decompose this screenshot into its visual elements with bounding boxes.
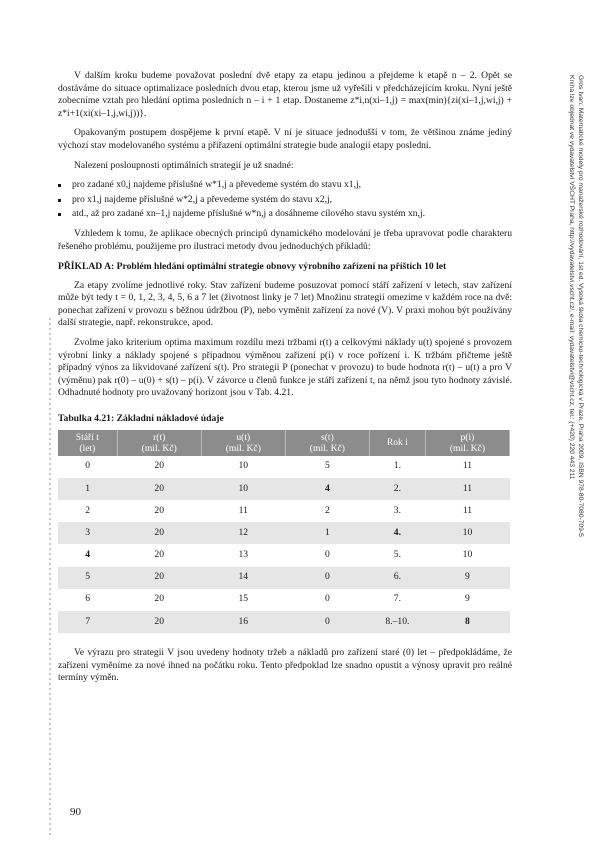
- table-row: [58, 522, 510, 544]
- example-margin-bar: [49, 318, 51, 838]
- table-cell: 20: [117, 522, 201, 544]
- paragraph-2: Opakovaným postupem dospějeme k první etapě. V ní je situace jednodušší v tom, že většinou známe jediný výchozí stav modelovaného systému a přiřazení optimální strategie bude analogií etapy poslední.: [58, 127, 512, 151]
- table-cell: 2: [285, 500, 369, 522]
- list-item: pro zadané x0,j najdeme příslušné w*1,j a převedeme systém do stavu x1,j,: [58, 179, 512, 192]
- table-cell: 11: [201, 500, 285, 522]
- table-cell: 1: [285, 522, 369, 544]
- header-salvage: s(t) (mil. Kč): [285, 430, 369, 456]
- table-row: [58, 611, 510, 633]
- list-item: pro x1,j najdeme příslušné w*2,j a převedeme systém do stavu x2,j,: [58, 194, 512, 207]
- table-cell: 8: [425, 611, 509, 633]
- side-citation-line-2: Kniha lze objednat ve vydavatelství VŠCHT Praha, http://vydavatelstvi.vscht.cz/, e-mail: vydavatelstvi@vscht.cz, tel.: (+420) 220 443 211: [568, 75, 576, 480]
- list-item: atd., až pro zadané xn–1,j najdeme příslušné w*n,j a dosáhneme cílového stavu systém xn,j.: [58, 208, 512, 221]
- table-row: [58, 567, 510, 589]
- header-purchase: p(i) (mil. Kč): [425, 430, 509, 456]
- table-cell: 13: [201, 544, 285, 566]
- table-cell: 0: [285, 589, 369, 611]
- table-cell: 6: [58, 589, 117, 611]
- table-cell: 20: [117, 611, 201, 633]
- table-cell: 4: [58, 544, 117, 566]
- table-cell: 1.: [369, 456, 425, 478]
- table-cell: 0: [58, 456, 117, 478]
- example-paragraph-2: Zvolme jako kriterium optima maximum rozdílu mezi tržbami r(t) a celkovými náklady u(t) spojené s provozem výrobní linky a náklady spojené s případnou výměnou zařízení p(i) v roce pořízení i. K tržbám přičteme ještě případný výnos za likvidované zařízení s(t). Pro strategii P (ponechat v provozu) to bude hodnota r(t) – u(t) a pro V (výměnu) pak r(0) – u(0) + s(t) – p(i). V závorce u členů funkce je stáří zařízení t, na němž jsou tyto hodnoty závislé. Odhadnuté hodnoty pro uvažovaný horizont jsou v Tab. 4.21.: [58, 337, 512, 399]
- table-cell: 11: [425, 500, 509, 522]
- table-cell: 15: [201, 589, 285, 611]
- paragraph-4: Vzhledem k tomu, že aplikace obecných principů dynamického modelování je třeba upravovat podle charakteru řešeného problému, použijeme pro ilustraci metody dvou jednoduchých příkladů:: [58, 227, 512, 252]
- table-cell: 16: [201, 611, 285, 633]
- table-cell: 10: [425, 522, 509, 544]
- table-row: [58, 544, 510, 566]
- table-cell: 2: [58, 500, 117, 522]
- table-cell: 10: [425, 544, 509, 566]
- table-row: [58, 589, 510, 611]
- page-content: [58, 70, 512, 692]
- table-cell: 20: [117, 456, 201, 478]
- table-header-row: [58, 430, 510, 456]
- table-cell: 10: [201, 456, 285, 478]
- table-cell: 11: [425, 478, 509, 500]
- table-cell: 4: [285, 478, 369, 500]
- table-cell: 20: [117, 478, 201, 500]
- table-cell: 20: [117, 500, 201, 522]
- side-citation-line-1: Gros Ivan: Matematické modely pro manažerské rozhodování, 1st ed. Vysoká škola chemicko-technologická v Praze, Praha 2009, ISBN 978-80-7080-709-5: [577, 75, 584, 537]
- table-cell: 12: [201, 522, 285, 544]
- table-cell: 20: [117, 567, 201, 589]
- table-cell: 0: [285, 567, 369, 589]
- table-cell: 4.: [369, 522, 425, 544]
- example-title: PŘÍKLAD A: Problém hledání optimální strategie obnovy výrobního zařízení na příštích 10 let: [58, 261, 447, 273]
- strategy-list: [58, 179, 512, 221]
- paragraph-1: V dalším kroku budeme považovat poslední dvě etapy za etapu jedinou a přejdeme k etapě n – 2. Opět se dostáváme do situace optimalizace posledních dvou etap, kterou jsme už vyřešili v předcházejícím kroku. Nyní ještě zobecníme vztah pro hledání optima posledních n – i + 1 etap. Dostaneme z*i,n(xi–1,j) = max(min){zi(xi–1,j,wi,j) + z*i+1(xi(xi–1,j,wi,j))}.: [58, 70, 512, 119]
- table-cell: 9: [425, 589, 509, 611]
- table-cell: 3.: [369, 500, 425, 522]
- table-row: [58, 478, 510, 500]
- table-cell: 3: [58, 522, 117, 544]
- table-cell: 8.–10.: [369, 611, 425, 633]
- header-age: Stáří t (let): [58, 430, 117, 456]
- table-cell: 5: [285, 456, 369, 478]
- table-cell: 20: [117, 589, 201, 611]
- table-title: Tabulka 4.21: Základní nákladové údaje: [58, 412, 224, 424]
- header-year: Rok i: [369, 430, 425, 456]
- table-cell: 14: [201, 567, 285, 589]
- header-revenue: r(t) (mil. Kč): [117, 430, 201, 456]
- paragraph-3: Nalezení posloupnosti optimálních strategií je už snadné:: [74, 159, 294, 171]
- table-row: [58, 456, 510, 478]
- example-paragraph-1: Za etapy zvolíme jednotlivé roky. Stav zařízení budeme posuzovat pomocí stáří zařízení v letech, stav zařízení může být tedy t = 0, 1, 2, 3, 4, 5, 6 a 7 let (životnost linky je 7 let) Množinu strategií omezíme v každém roce na dvě: ponechat zařízení v provozu s běžnou údržbou (P), nebo vyměnit zařízení za nové (V). V praxi mohou být používány další strategie, např. rekonstrukce, apod.: [58, 279, 512, 329]
- header-costs: u(t) (mil. Kč): [201, 430, 285, 456]
- table-cell: 0: [285, 544, 369, 566]
- table-cell: 7.: [369, 589, 425, 611]
- side-citation: [558, 75, 584, 595]
- table-cell: 6.: [369, 567, 425, 589]
- table-row: [58, 500, 510, 522]
- table-cell: 9: [425, 567, 509, 589]
- table-cell: 7: [58, 611, 117, 633]
- table-cell: 20: [117, 544, 201, 566]
- paragraph-after-table: Ve výrazu pro strategii V jsou uvedeny hodnoty tržeb a nákladů pro zařízení staré (0) let – předpokládáme, že zařízení vyměníme za nové ihned na počátku roku. Tento předpoklad lze snadno opustit a výnosy upravit pro reálné termíny výměn.: [58, 647, 512, 684]
- example-body: [58, 280, 512, 400]
- table-cell: 11: [425, 456, 509, 478]
- table-cell: 5: [58, 567, 117, 589]
- table-cell: 10: [201, 478, 285, 500]
- table-cell: 1: [58, 478, 117, 500]
- table-cell: 2.: [369, 478, 425, 500]
- table-cell: 0: [285, 611, 369, 633]
- page-number: 90: [70, 806, 81, 818]
- table-cell: 5.: [369, 544, 425, 566]
- cost-table: [58, 430, 510, 634]
